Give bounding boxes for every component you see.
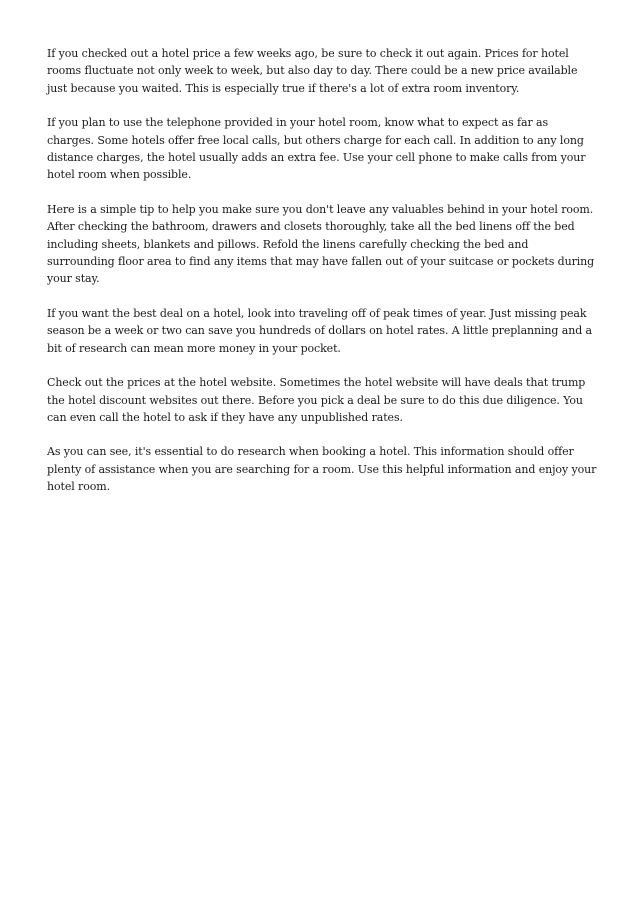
paragraph-off-peak-travel: If you want the best deal on a hotel, look into traveling off of peak times of year. Just missing peak season be a week or two can save you hundreds of dollars on hotel rates. A little preplanning and a bit of research can mean more money in your pocket. xyxy=(47,306,592,355)
paragraph-valuables-tip: Here is a simple tip to help you make sure you don't leave any valuables behind in your hotel room. After checking the bathroom, drawers and closets thoroughly, take all the bed linens off the bed including sheets, blankets and pillows. Refold the linens carefully checking the bed and surrounding floor area to find any items that may have fallen out of your suitcase or pockets during your stay. xyxy=(47,202,595,286)
paragraph-telephone-charges: If you plan to use the telephone provided in your hotel room, know what to expect as far as charges. Some hotels offer free local calls, but others charge for each call. In addition to any long distance charges, the hotel usually adds an extra fee. Use your cell phone to make calls from your hotel room when possible. xyxy=(47,116,586,182)
paragraph-price-check: If you checked out a hotel price a few weeks ago, be sure to check it out again. Prices for hotel rooms fluctuate not only week to week, but also day to day. There could be a new price available just because you waited. This is especially true if there's a lot of extra room inventory. xyxy=(47,47,578,95)
paragraph-hotel-website: Check out the prices at the hotel website. Sometimes the hotel website will have deals that trump the hotel discount websites out there. Before you pick a deal be sure to do this due diligence. You can even call the hotel to ask if they have any unpublished rates. xyxy=(47,376,586,424)
paragraph-conclusion: As you can see, it's essential to do research when booking a hotel. This information should offer plenty of assistance when you are searching for a room. Use this helpful information and enjoy your hotel room. xyxy=(47,445,597,494)
